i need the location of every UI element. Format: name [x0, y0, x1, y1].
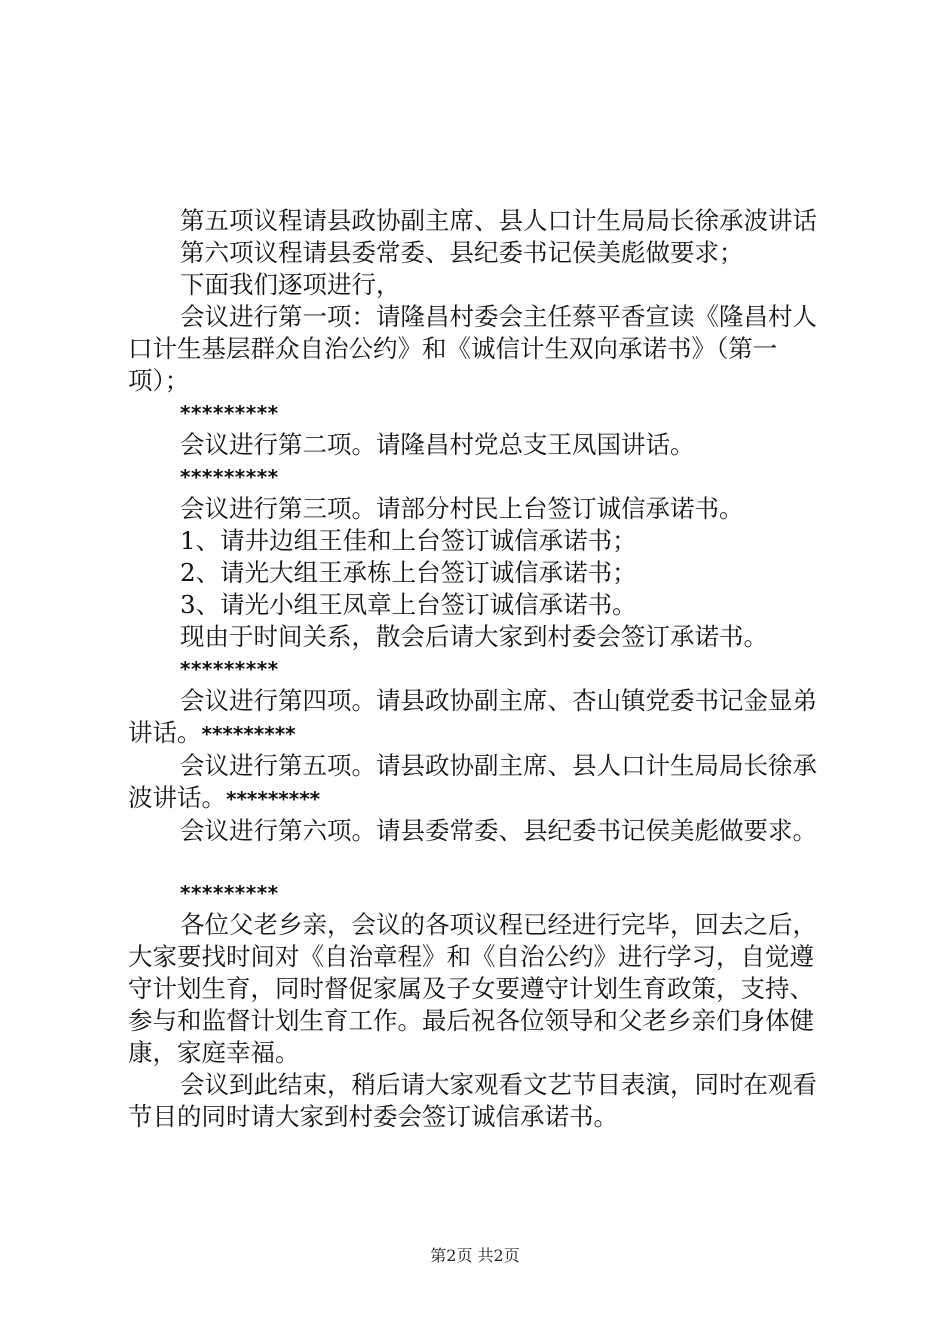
- inline-stars: *********: [226, 787, 321, 811]
- paragraph-item-5: [128, 750, 838, 815]
- list-item-signing-2: 2、请光大组王承栋上台签订诚信承诺书；: [180, 558, 637, 587]
- list-item-signing-3: 3、请光小组王凤章上台签订诚信承诺书。: [180, 590, 637, 619]
- separator-stars: *********: [180, 657, 279, 681]
- paragraph-agenda-5: 第五项议程请县政协副主席、县人口计生局局长徐承波讲话: [180, 206, 817, 235]
- list-item-signing-1: 1、请井边组王佳和上台签订诚信承诺书；: [180, 526, 637, 555]
- paragraph-item-2: 会议进行第二项。请隆昌村党总支王凤国讲话。: [180, 430, 695, 459]
- inline-stars: *********: [201, 722, 296, 746]
- paragraph-proceed: 下面我们逐项进行，: [180, 270, 401, 299]
- paragraph-item-1: 会议进行第一项：请隆昌村委会主任蔡平香宣读《隆昌村人口计生基层群众自治公约》和《诚信计生双向承诺书》（第一项）；: [128, 302, 817, 395]
- separator-stars: *********: [180, 881, 279, 905]
- blank-gap: [128, 847, 838, 877]
- paragraph-agenda-6: 第六项议程请县委常委、县纪委书记侯美彪做要求；: [180, 238, 744, 267]
- paragraph-item-4: [128, 685, 838, 750]
- document-body: [128, 205, 838, 1133]
- paragraph-closing: 各位父老乡亲，会议的各项议程已经进行完毕，回去之后，大家要找时间对《自治章程》和《自治公约》进行学习，自觉遵守计划生育，同时督促家属及子女要遵守计划生育政策，支持、参与和监督计划生育工作。最后祝各位领导和父老乡亲们身体健康，家庭幸福。: [128, 910, 817, 1067]
- separator-stars: *********: [180, 401, 279, 425]
- separator-stars: *********: [180, 465, 279, 489]
- paragraph-item-5-text: 会议进行第五项。请县政协副主席、县人口计生局局长徐承波讲话。: [128, 751, 817, 812]
- paragraph-item-6: 会议进行第六项。请县委常委、县纪委书记侯美彪做要求。: [180, 816, 817, 845]
- paragraph-time-note: 现由于时间关系，散会后请大家到村委会签订承诺书。: [180, 622, 768, 651]
- paragraph-end: 会议到此结束，稍后请大家观看文艺节目表演，同时在观看节目的同时请大家到村委会签订诚信承诺书。: [128, 1070, 817, 1131]
- paragraph-item-3: 会议进行第三项。请部分村民上台签订诚信承诺书。: [180, 494, 744, 523]
- page-number-footer: 第2页 共2页: [430, 1246, 520, 1265]
- paragraph-item-4-text: 会议进行第四项。请县政协副主席、杏山镇党委书记金显弟讲话。: [128, 686, 817, 747]
